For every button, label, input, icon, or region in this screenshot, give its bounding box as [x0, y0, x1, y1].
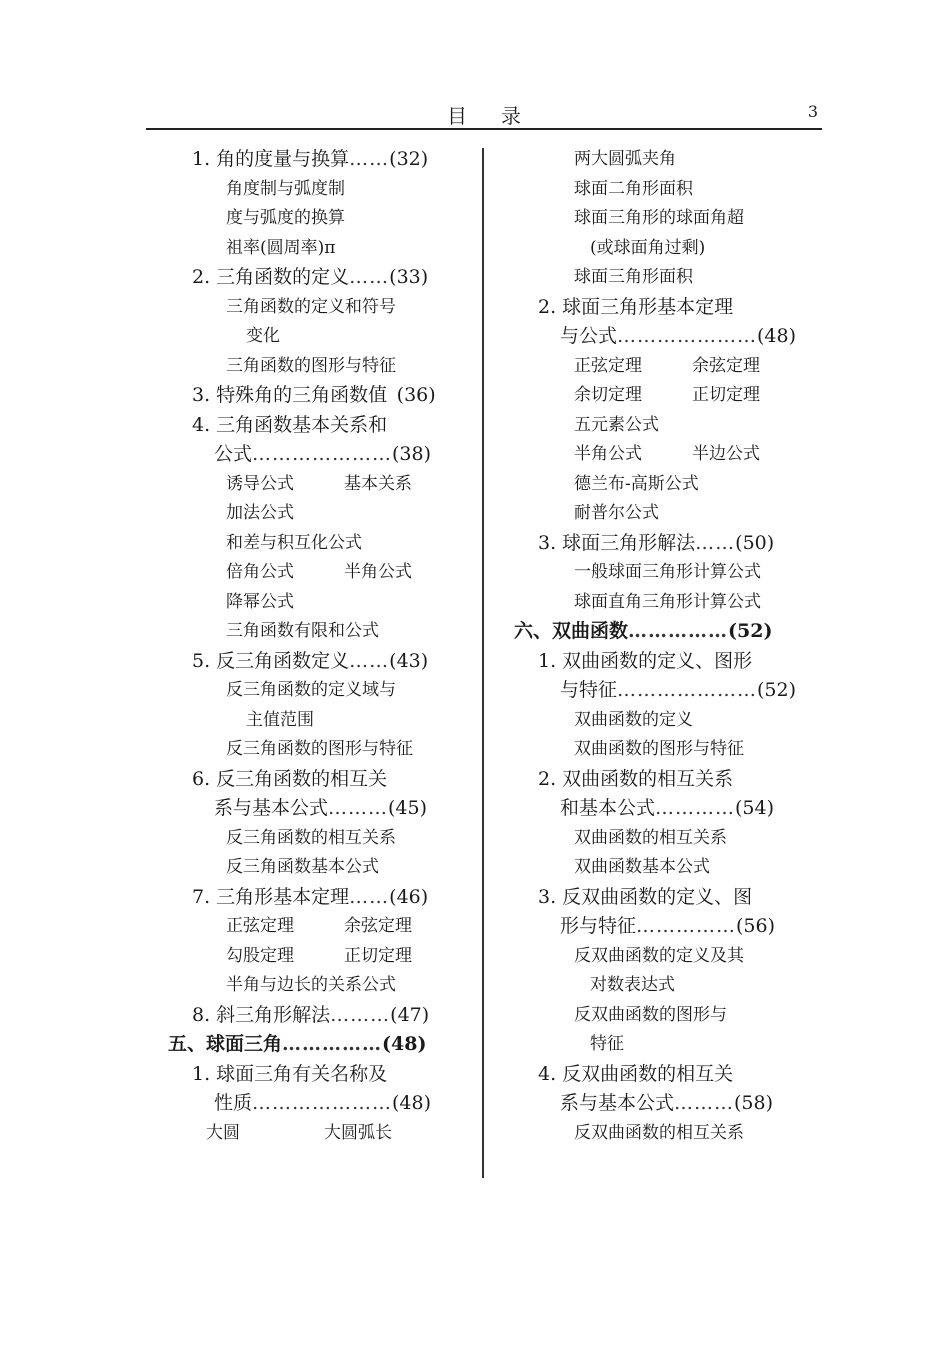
toc-entry-text: 德兰布-高斯公式: [574, 473, 699, 494]
toc-entry: [150, 883, 470, 913]
toc-left-column: [150, 145, 470, 1148]
toc-leader-dots: …………: [655, 797, 736, 819]
toc-entry-text: 反双曲函数的图形与: [574, 1004, 727, 1025]
toc-entry: [510, 322, 820, 352]
toc-leader-dots: ……: [349, 885, 390, 908]
toc-leader-dots: ……………: [282, 1033, 383, 1055]
toc-entry: [510, 293, 820, 323]
toc-leader-dots: …………………: [617, 679, 758, 701]
page-number: 3: [807, 102, 818, 121]
toc-right-column: [510, 145, 820, 1148]
toc-page-ref: (45): [388, 797, 428, 819]
toc-entry: [510, 145, 820, 175]
toc-entry-text: 基本关系: [344, 473, 412, 494]
toc-entry-text: 五元素公式: [574, 414, 659, 435]
toc-entry-text: 变化: [246, 326, 280, 346]
toc-entry: [150, 411, 470, 441]
toc-entry-text: 加法公式: [226, 503, 294, 523]
toc-entry: [510, 853, 820, 883]
toc-entry-text: 公式: [214, 443, 253, 465]
toc-entry-text: 与公式: [560, 325, 618, 347]
toc-page-ref: (50): [735, 531, 775, 554]
toc-page-ref: (52): [728, 620, 773, 642]
toc-entry: [510, 499, 820, 529]
toc-entry: [150, 145, 470, 175]
toc-entry-text: 3. 球面三角形解法: [538, 531, 696, 554]
toc-entry-text: 2. 双曲函数的相互关系: [538, 767, 734, 790]
toc-entry-text: 三角函数有限和公式: [226, 621, 379, 641]
toc-entry-text: 1. 双曲函数的定义、图形: [538, 649, 753, 672]
toc-entry: [150, 765, 470, 795]
toc-entry: [510, 204, 820, 234]
toc-entry: [150, 293, 470, 323]
toc-page-ref: (38): [392, 443, 432, 465]
toc-entry: [510, 883, 820, 913]
toc-entry: [150, 588, 470, 618]
toc-page-ref: (46): [389, 885, 429, 908]
toc-leader-dots: ……: [349, 148, 390, 170]
toc-leader-dots: ……: [349, 266, 390, 288]
toc-leader-dots: ……: [695, 531, 736, 554]
toc-entry-text: 耐普尔公式: [574, 503, 659, 523]
toc-entry-text: 降幂公式: [226, 591, 294, 612]
toc-entry-text: 祖率(圆周率)π: [226, 237, 336, 258]
toc-entry-text: 系与基本公式: [214, 797, 329, 819]
toc-page-ref: (52): [757, 679, 797, 701]
toc-leader-dots: ……………: [628, 620, 729, 642]
toc-entry: [510, 794, 820, 824]
column-divider: [482, 148, 484, 1178]
toc-entry-text: (或球面角过剩): [590, 237, 706, 258]
toc-entry: [510, 381, 820, 411]
toc-entry: [150, 529, 470, 559]
toc-entry-text: 半角公式: [344, 562, 412, 582]
toc-page-ref: (36): [387, 384, 436, 406]
toc-entry-text: 主值范围: [246, 709, 314, 730]
toc-entry: [510, 647, 820, 677]
page-header: [146, 96, 822, 128]
toc-entry-text: 正切定理: [344, 945, 412, 966]
toc-entry-text: 系与基本公式: [560, 1092, 675, 1114]
toc-entry: [150, 617, 470, 647]
toc-entry: [150, 263, 470, 293]
toc-entry: [150, 853, 470, 883]
toc-page-ref: (32): [389, 148, 429, 170]
header-rule: [146, 128, 822, 130]
toc-entry: [150, 942, 470, 972]
toc-entry: [510, 352, 820, 382]
toc-entry: [510, 735, 820, 765]
toc-leader-dots: ………: [674, 1092, 735, 1114]
toc-entry: [150, 322, 470, 352]
toc-entry: [150, 558, 470, 588]
toc-entry-text: 勾股定理: [226, 945, 294, 966]
toc-entry: [150, 175, 470, 205]
toc-page-ref: (56): [736, 915, 776, 937]
toc-entry-text: 特征: [590, 1034, 624, 1054]
toc-entry-text: 反三角函数的相互关系: [226, 827, 396, 848]
toc-entry-text: 半角与边长的关系公式: [226, 975, 396, 995]
toc-entry: [510, 824, 820, 854]
toc-entry-text: 和基本公式: [560, 797, 656, 819]
toc-entry-text: 2. 球面三角形基本定理: [538, 295, 734, 318]
toc-entry-text: 3. 反双曲函数的定义、图: [538, 885, 753, 908]
toc-leader-dots: ……: [349, 649, 390, 672]
toc-entry: [150, 794, 470, 824]
toc-entry: [510, 912, 820, 942]
toc-entry: [510, 1001, 820, 1031]
toc-page-ref: (47): [390, 1003, 430, 1026]
toc-entry-text: 4. 三角函数基本关系和: [192, 413, 388, 436]
toc-entry-text: 与特征: [560, 679, 618, 701]
toc-entry: [150, 971, 470, 1001]
toc-page-ref: (33): [389, 266, 429, 288]
toc-entry-text: 5. 反三角函数定义: [192, 649, 350, 672]
toc-entry: [510, 529, 820, 559]
toc-entry-text: 性质: [214, 1092, 253, 1114]
toc-entry-text: 度与弧度的换算: [226, 208, 345, 228]
toc-leader-dots: ……………: [636, 915, 737, 937]
toc-entry: [150, 470, 470, 500]
toc-entry: [150, 912, 470, 942]
toc-entry-text: 正弦定理: [226, 916, 294, 936]
toc-entry-text: 形与特征: [560, 915, 637, 937]
toc-entry-text: 反三角函数的图形与特征: [226, 739, 413, 759]
toc-entry: [510, 411, 820, 441]
toc-entry: [510, 263, 820, 293]
toc-entry-text: 8. 斜三角形解法: [192, 1003, 331, 1026]
toc-entry-text: 球面三角形的球面角超: [574, 208, 744, 228]
toc-entry-text: 球面直角三角形计算公式: [574, 591, 761, 612]
toc-entry: [150, 1089, 470, 1119]
toc-entry: [150, 824, 470, 854]
toc-entry: [150, 647, 470, 677]
toc-entry-text: 1. 球面三角有关名称及: [192, 1062, 388, 1085]
toc-entry-text: 诱导公式: [226, 473, 294, 494]
toc-entry-text: 1. 角的度量与换算: [192, 148, 350, 170]
toc-entry-text: 3. 特殊角的三角函数值: [192, 384, 388, 406]
toc-entry-text: 反双曲函数的定义及其: [574, 945, 744, 966]
toc-entry: [150, 234, 470, 264]
toc-page-ref: (48): [382, 1033, 427, 1055]
toc-entry: [150, 1060, 470, 1090]
toc-entry-text: 半角公式: [574, 444, 642, 464]
toc-entry: [510, 971, 820, 1001]
toc-page-ref: (48): [392, 1092, 432, 1114]
toc-entry: [150, 735, 470, 765]
toc-entry-text: 大圆弧长: [324, 1122, 392, 1143]
toc-entry-text: 大圆: [206, 1122, 240, 1143]
toc-entry: [150, 499, 470, 529]
toc-entry-text: 4. 反双曲函数的相互关: [538, 1062, 734, 1085]
toc-entry: [150, 706, 470, 736]
toc-entry: [150, 1119, 470, 1149]
toc-page-ref: (58): [734, 1092, 774, 1114]
toc-entry: [510, 440, 820, 470]
toc-entry: [510, 706, 820, 736]
toc-entry: [150, 352, 470, 382]
toc-entry: [510, 942, 820, 972]
toc-leader-dots: …………………: [252, 443, 393, 465]
toc-leader-dots: ………: [328, 797, 389, 819]
toc-entry-text: 半边公式: [692, 444, 760, 464]
toc-leader-dots: ………: [330, 1003, 391, 1026]
toc-entry: [150, 676, 470, 706]
toc-entry-text: 和差与积互化公式: [226, 532, 362, 553]
toc-leader-dots: …………………: [252, 1092, 393, 1114]
toc-entry-text: 6. 反三角函数的相互关: [192, 767, 388, 790]
toc-entry: [150, 1001, 470, 1031]
page-title: 目录: [447, 104, 555, 128]
toc-entry-text: 双曲函数的定义: [574, 709, 693, 730]
toc-entry: [510, 1089, 820, 1119]
toc-entry-text: 余切定理: [574, 385, 642, 405]
toc-entry-text: 两大圆弧夹角: [574, 149, 676, 169]
toc-entry: [150, 440, 470, 470]
toc-entry: [510, 1030, 820, 1060]
toc-entry: [150, 1030, 470, 1060]
toc-entry: [510, 1119, 820, 1149]
toc-entry-text: 反双曲函数的相互关系: [574, 1122, 744, 1143]
toc-entry-text: 双曲函数基本公式: [574, 857, 710, 877]
toc-entry-text: 倍角公式: [226, 562, 294, 582]
toc-entry: [510, 588, 820, 618]
toc-entry-text: 7. 三角形基本定理: [192, 885, 350, 908]
toc-entry-text: 2. 三角函数的定义: [192, 266, 350, 288]
toc-entry: [150, 204, 470, 234]
toc-entry-text: 反三角函数基本公式: [226, 857, 379, 877]
toc-page-ref: (54): [735, 797, 775, 819]
toc-entry: [510, 558, 820, 588]
toc-entry-text: 双曲函数的图形与特征: [574, 739, 744, 759]
toc-entry-text: 反三角函数的定义域与: [226, 680, 396, 700]
toc-entry: [510, 234, 820, 264]
toc-entry: [510, 470, 820, 500]
toc-entry-text: 三角函数的图形与特征: [226, 355, 396, 376]
toc-entry-text: 一般球面三角形计算公式: [574, 562, 761, 582]
toc-entry-text: 球面二角形面积: [574, 178, 693, 199]
toc-entry-text: 对数表达式: [590, 975, 675, 995]
toc-entry: [150, 381, 470, 411]
toc-leader-dots: …………………: [617, 325, 758, 347]
toc-entry-text: 六、双曲函数: [514, 620, 629, 642]
toc-entry: [510, 1060, 820, 1090]
toc-entry-text: 五、球面三角: [168, 1033, 283, 1055]
toc-page-ref: (43): [389, 649, 429, 672]
toc-entry: [510, 175, 820, 205]
toc-entry-text: 双曲函数的相互关系: [574, 827, 727, 848]
toc-entry-text: 余弦定理: [344, 916, 412, 936]
toc-entry-text: 正弦定理: [574, 355, 642, 376]
toc-entry-text: 三角函数的定义和符号: [226, 296, 396, 317]
toc-entry-text: 正切定理: [692, 385, 760, 405]
toc-entry: [510, 676, 820, 706]
toc-entry-text: 球面三角形面积: [574, 267, 693, 287]
toc-entry: [510, 765, 820, 795]
toc-entry-text: 角度制与弧度制: [226, 178, 345, 199]
toc-entry: [510, 617, 820, 647]
toc-entry-text: 余弦定理: [692, 355, 760, 376]
toc-page-ref: (48): [757, 325, 797, 347]
